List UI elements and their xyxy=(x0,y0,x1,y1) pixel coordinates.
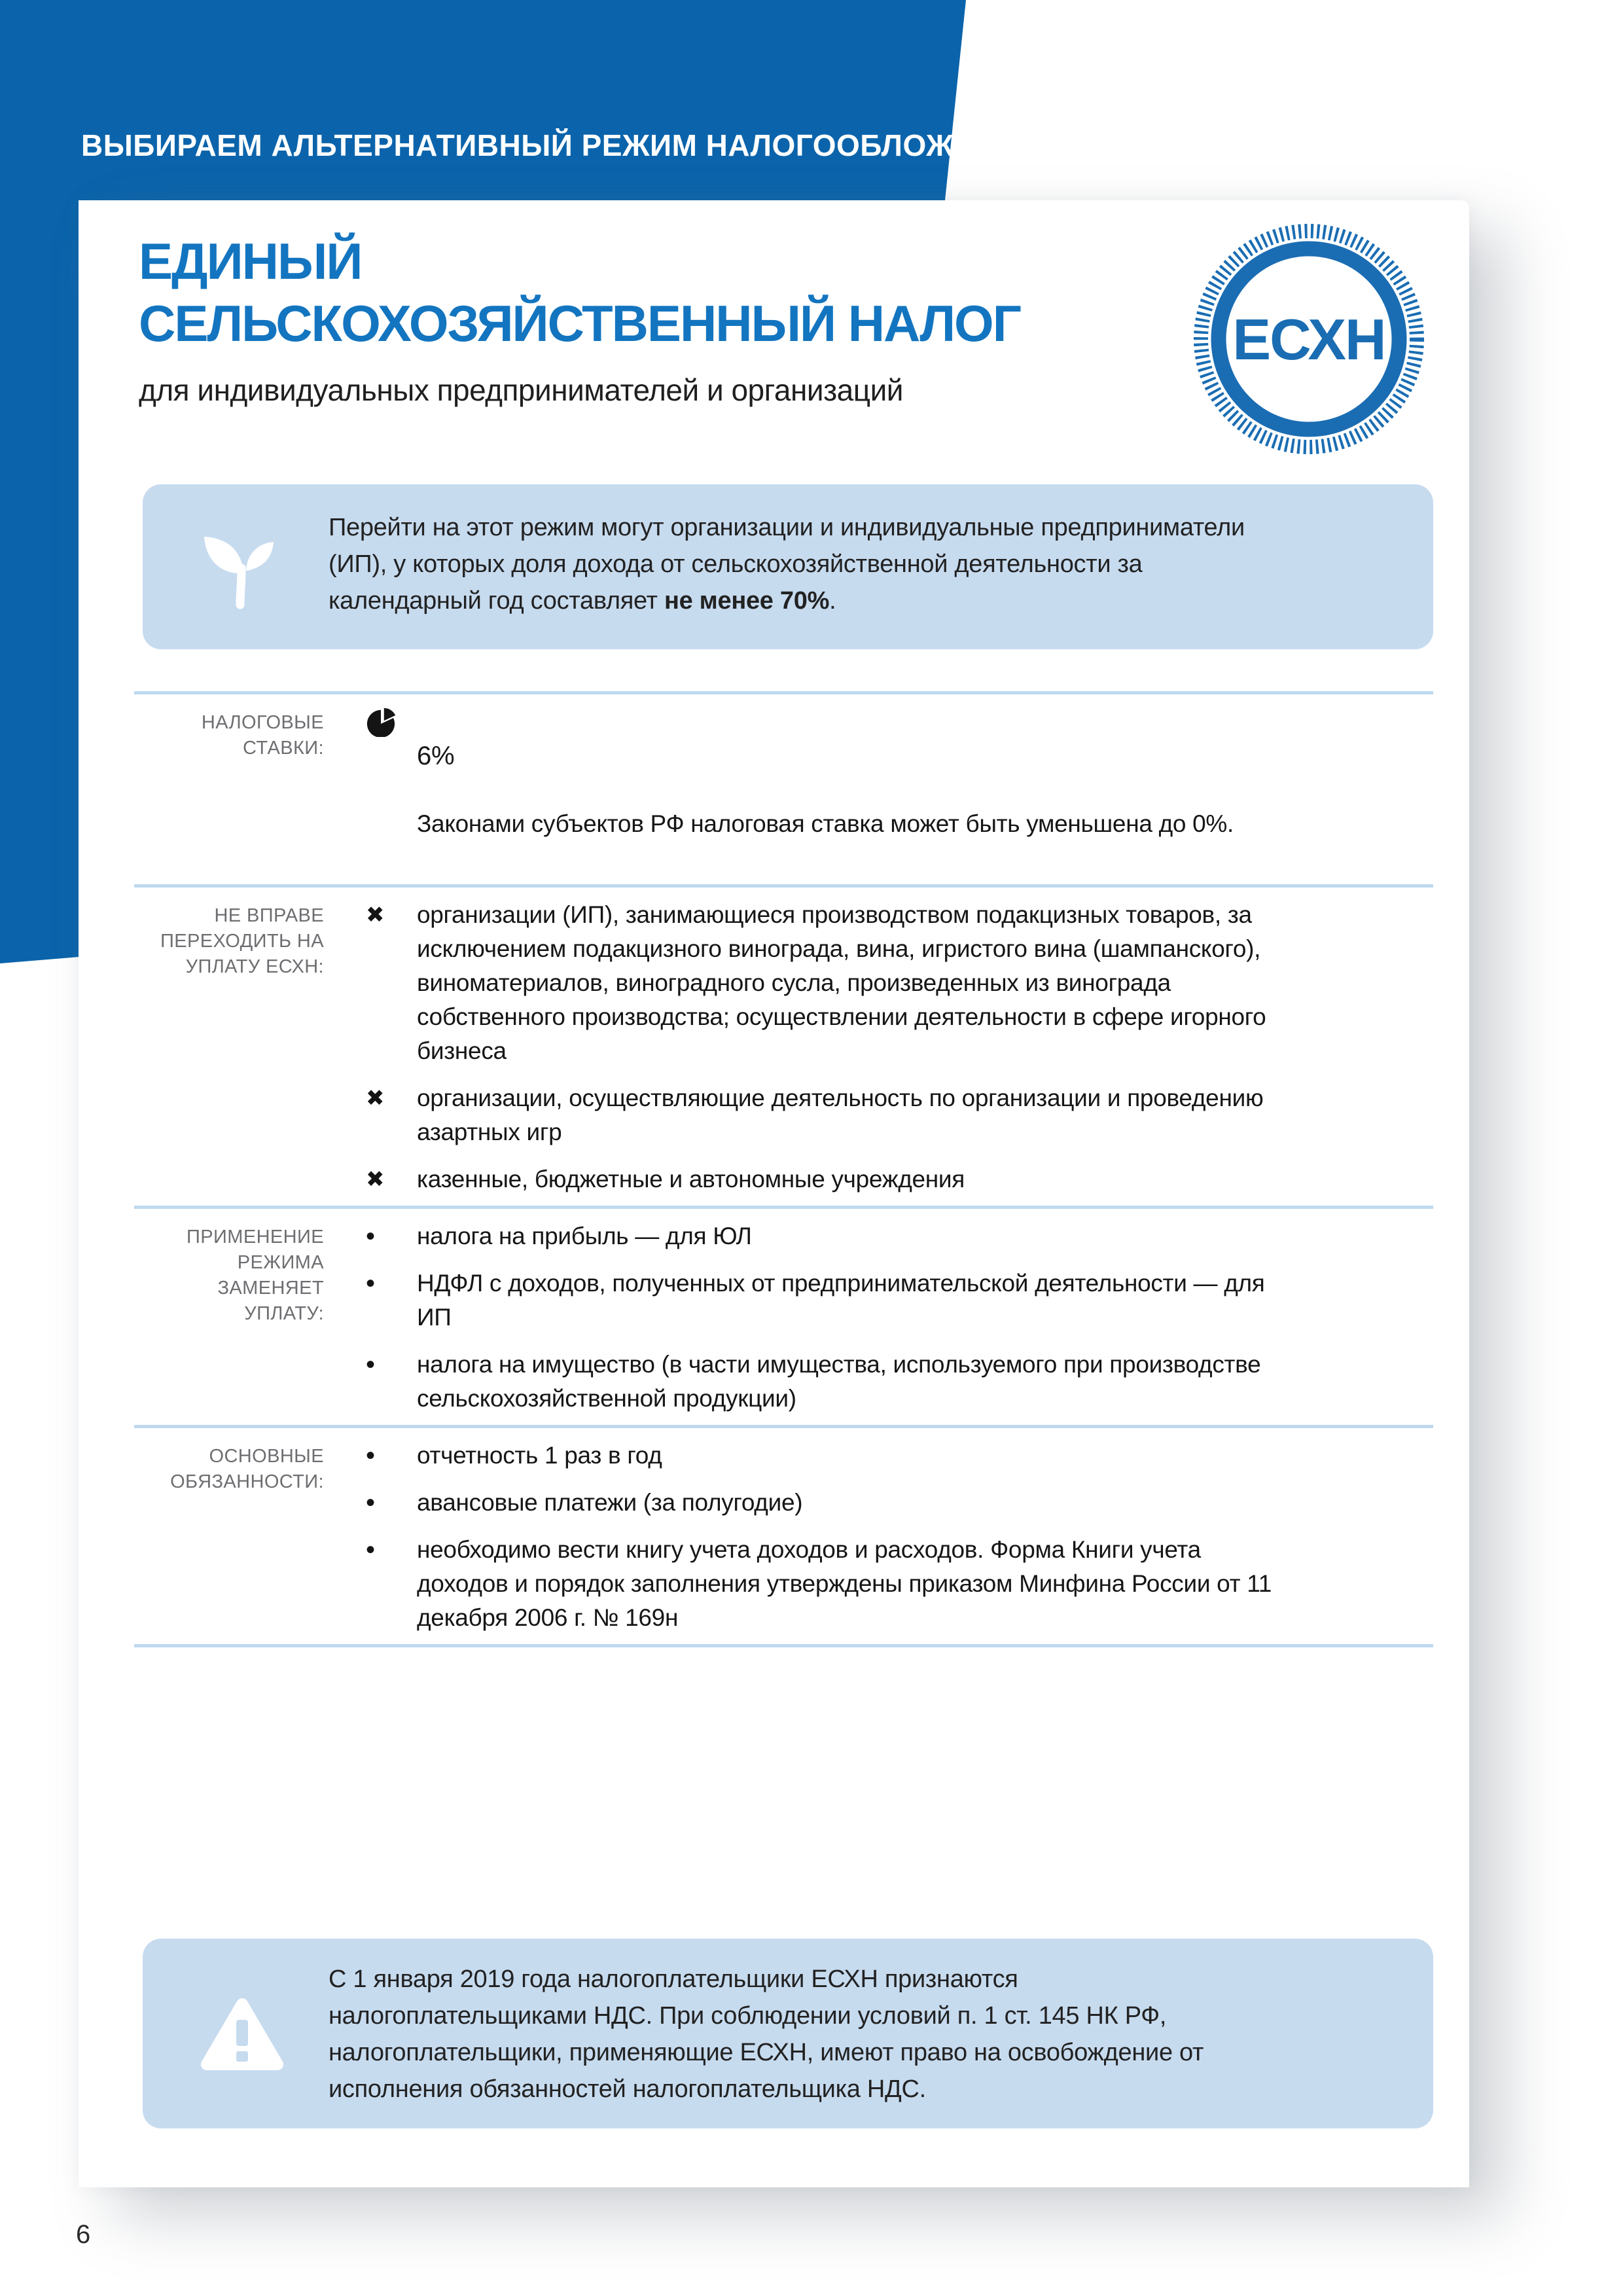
bullet-icon: • xyxy=(366,1269,376,1298)
list-item-text: отчетность 1 раз в год xyxy=(417,1442,662,1469)
tax-rate-item xyxy=(366,705,1433,875)
list-item-text: необходимо вести книгу учета доходов и расходов. Форма Книги учета доходов и порядок заполнения утверждены приказом Минфина России от 11 декабря 2006 г. № 169н xyxy=(417,1536,1272,1631)
bullet-icon: • xyxy=(366,1350,376,1379)
restrictions-label: НЕ ВПРАВЕ ПЕРЕХОДИТЬ НА УПЛАТУ ЕСХН: xyxy=(160,905,324,977)
content-card xyxy=(79,200,1469,2187)
list-item xyxy=(366,1266,1433,1335)
tax-info-table xyxy=(134,691,1433,1647)
warning-triangle-icon xyxy=(198,1994,287,2075)
duties-label: ОСНОВНЫЕ ОБЯЗАННОСТИ: xyxy=(170,1446,324,1492)
title-block xyxy=(139,230,1120,408)
list-item-text: налога на прибыль — для ЮЛ xyxy=(417,1223,752,1249)
left-accent-strip xyxy=(0,200,79,963)
tax-rates-label: НАЛОГОВЫЕ СТАВКИ: xyxy=(201,712,324,759)
list-item xyxy=(366,1486,1433,1520)
list-item xyxy=(366,1348,1433,1416)
tax-rates-row xyxy=(134,691,1433,884)
pie-chart-icon xyxy=(366,705,417,747)
replaced-taxes-row xyxy=(134,1206,1433,1425)
page-number: 6 xyxy=(76,2220,91,2249)
list-item-text: организации (ИП), занимающиеся производством подакцизных товаров, за исключением подакцизного винограда, вина, игристого вина (шампанского), виноматериалов, виноградного сусла, произведенных из винограда собственного производства; осуществлении деятельности в сфере игорного бизнеса xyxy=(417,901,1266,1064)
bullet-icon: • xyxy=(366,1441,376,1470)
intro-text-bold: не менее 70% xyxy=(664,587,830,615)
list-item-text: НДФЛ с доходов, полученных от предпринимательской деятельности — для ИП xyxy=(417,1270,1265,1331)
restrictions-row xyxy=(134,884,1433,1206)
intro-text-after: . xyxy=(829,587,836,615)
esxn-badge xyxy=(1194,224,1424,454)
list-item xyxy=(366,1533,1433,1635)
list-item xyxy=(366,1219,1433,1253)
warning-box xyxy=(143,1939,1433,2128)
cross-icon: ✖ xyxy=(366,1167,385,1192)
header-band xyxy=(0,0,966,200)
list-item xyxy=(366,1439,1433,1473)
list-item-text: казенные, бюджетные и автономные учреждения xyxy=(417,1166,965,1193)
duties-row xyxy=(134,1425,1433,1647)
bullet-icon: • xyxy=(366,1222,376,1251)
intro-text-before: Перейти на этот режим могут организации и индивидуальные предприниматели (ИП), у которых доля дохода от сельскохозяйственной деятельности за календарный год составляет xyxy=(329,514,1245,615)
tax-rate-value: 6% xyxy=(417,742,455,770)
intro-text xyxy=(329,509,1394,619)
section-kicker: ВЫБИРАЕМ АЛЬТЕРНАТИВНЫЙ РЕЖИМ НАЛОГООБЛОЖЕНИЯ xyxy=(81,128,1041,162)
list-item-text: авансовые платежи (за полугодие) xyxy=(417,1489,803,1516)
list-item xyxy=(366,1162,1433,1196)
sprout-icon xyxy=(200,521,292,613)
esxn-badge-icon xyxy=(1194,224,1424,454)
cross-icon: ✖ xyxy=(366,903,385,927)
list-item xyxy=(366,898,1433,1068)
bullet-icon: • xyxy=(366,1488,376,1517)
warning-text: С 1 января 2019 года налогоплательщики ЕСХН признаются налогоплательщиками НДС. При соблюдении условий п. 1 ст. 145 НК РФ, налогоплательщики, применяющие ЕСХН, имеют право на освобождение от исполнения обязанностей налогоплательщика НДС. xyxy=(329,1965,1204,2103)
intro-box xyxy=(143,484,1433,649)
list-item xyxy=(366,1081,1433,1149)
cross-icon: ✖ xyxy=(366,1086,385,1111)
page-title: ЕДИНЫЙ СЕЛЬСКОХОЗЯЙСТВЕННЫЙ НАЛОГ xyxy=(139,232,1020,352)
bullet-icon: • xyxy=(366,1535,376,1564)
replaced-taxes-label: ПРИМЕНЕНИЕ РЕЖИМА ЗАМЕНЯЕТ УПЛАТУ: xyxy=(187,1227,324,1324)
list-item-text: налога на имущество (в части имущества, используемого при производстве сельскохозяйственной продукции) xyxy=(417,1351,1261,1412)
badge-label: ЕСХН xyxy=(1232,307,1385,372)
page-subtitle: для индивидуальных предпринимателей и организаций xyxy=(139,373,903,407)
tax-rate-note: Законами субъектов РФ налоговая ставка может быть уменьшена до 0%. xyxy=(417,810,1234,837)
list-item-text: организации, осуществляющие деятельность по организации и проведению азартных игр xyxy=(417,1085,1264,1145)
